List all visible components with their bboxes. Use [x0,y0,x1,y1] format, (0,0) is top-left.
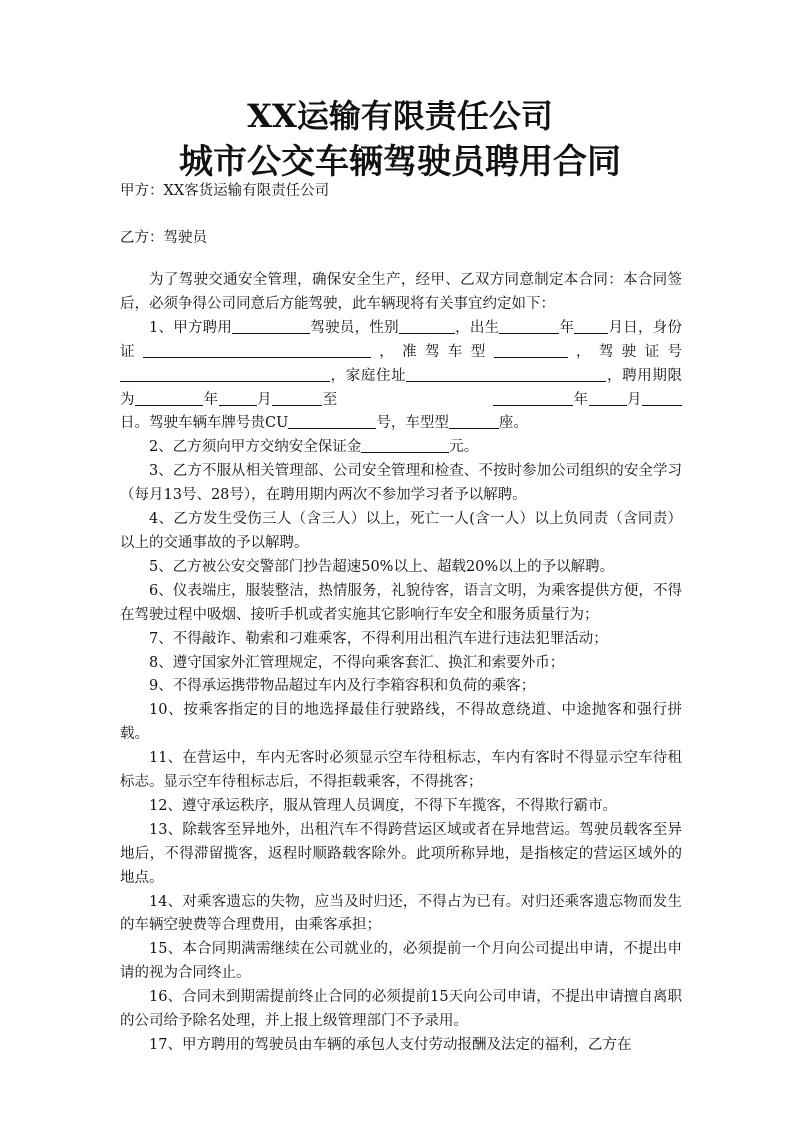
blank-license-type[interactable] [494,342,568,358]
blank-plate-number[interactable] [288,414,376,430]
blank-seats[interactable] [449,414,499,430]
clause-10: 10、按乘客指定的目的地选择最佳行驶路线，不得故意绕道、中途抛客和强行拼载。 [120,702,682,743]
blank-end-year[interactable] [493,390,573,406]
clause-14: 14、对乘客遗忘的失物，应当及时归还，不得占为已有。对归还乘客遗忘物而发生的车辆空驶费等合理费用，由乘客承担； [120,893,682,934]
clause-5: 5、乙方被公安交警部门抄告超速50%以上、超载20%以上的予以解聘。 [149,558,615,575]
clause-11: 11、在营运中，车内无客时必须显示空车待租标志，车内有客时不得显示空车待租标志。显示空车待租标志后，不得拒载乘客，不得挑客； [120,750,682,791]
blank-start-month[interactable] [219,390,257,406]
blank-end-day[interactable] [642,390,682,406]
clause-2: 2、乙方须向甲方交纳安全保证金 元。 [149,439,479,456]
clause-8: 8、遵守国家外汇管理规定，不得向乘客套汇、换汇和索要外币； [149,654,565,671]
blank-license-number[interactable] [120,366,330,382]
contract-body [120,269,682,1058]
clause-15: 15、本合同期满需继续在公司就业的，必须提前一个月向公司提出申请，不提出申请的视为合同终止。 [120,941,682,982]
blank-start-day[interactable] [272,390,322,406]
clause-7: 7、不得敲诈、勒索和刁难乘客，不得利用出租汽车进行违法犯罪活动； [149,630,608,647]
clause-17: 17、甲方聘用的驾驶员由车辆的承包人支付劳动报酬及法定的福利，乙方在 [149,1037,632,1053]
blank-end-month[interactable] [589,390,627,406]
clause-4: 4、乙方发生受伤三人（含三人）以上，死亡一人(含一人）以上负同责（含同责）以上的交通事故的予以解聘。 [120,511,682,551]
blank-id-number[interactable] [143,342,371,358]
clause-12: 12、遵守承运秩序，服从管理人员调度，不得下车揽客，不得欺行霸市。 [149,797,617,814]
blank-gender[interactable] [399,318,455,334]
clause-6: 6、仪表端庄，服装整洁，热情服务，礼貌待客，语言文明，为乘客提供方便，不得在驾驶过程中吸烟、接听手机或者实施其它影响行车安全和服务质量行为； [120,582,682,623]
clause-16: 16、合同未到期需提前终止合同的必须提前15天向公司申请，不提出申请擅自离职的公司给予除名处理，并上报上级管理部门不予录用。 [120,989,682,1030]
blank-deposit[interactable] [361,438,449,454]
clause-1: 1、甲方聘用 驾驶员，性别 ，出生 年 月日，身份证 ，准驾车型 ，驾驶证号，家庭住址 ，聘用期限为 年 月 至 年 月日。驾驶车辆车牌号贵CU 号，车型型 座。 [120,319,683,432]
blank-birth-year[interactable] [499,318,559,334]
clause-9: 9、不得承运携带物品超过车内及行李箱容积和负荷的乘客； [149,678,536,695]
clause-13: 13、除载客至异地外，出租汽车不得跨营运区域或者在异地营运。驾驶员载客至异地后，不得滞留揽客，返程时顺路载客除外。此项所称异地，是指核定的营运区域外的地点。 [120,821,682,886]
blank-name[interactable] [232,318,310,334]
blank-birth-month[interactable] [574,318,608,334]
blank-start-year[interactable] [135,390,203,406]
blank-address[interactable] [406,366,606,382]
intro-paragraph: 为了驾驶交通安全管理，确保安全生产，经甲、乙双方同意制定本合同：本合同签后，必须争得公司同意后方能驾驶，此车辆现将有关事宜约定如下： [120,272,682,312]
party-a: 甲方：XX客货运输有限责任公司 [120,183,330,199]
contract-title: 城市公交车辆驾驶员聘用合同 [179,142,621,182]
clause-3: 3、乙方不服从相关管理部、公司安全管理和检查、不按时参加公司组织的安全学习（每月13号、28号），在聘用期内两次不参加学习者予以解聘。 [120,463,682,504]
company-title: XX运输有限责任公司 [247,97,553,135]
party-b: 乙方：驾驶员 [120,230,207,246]
